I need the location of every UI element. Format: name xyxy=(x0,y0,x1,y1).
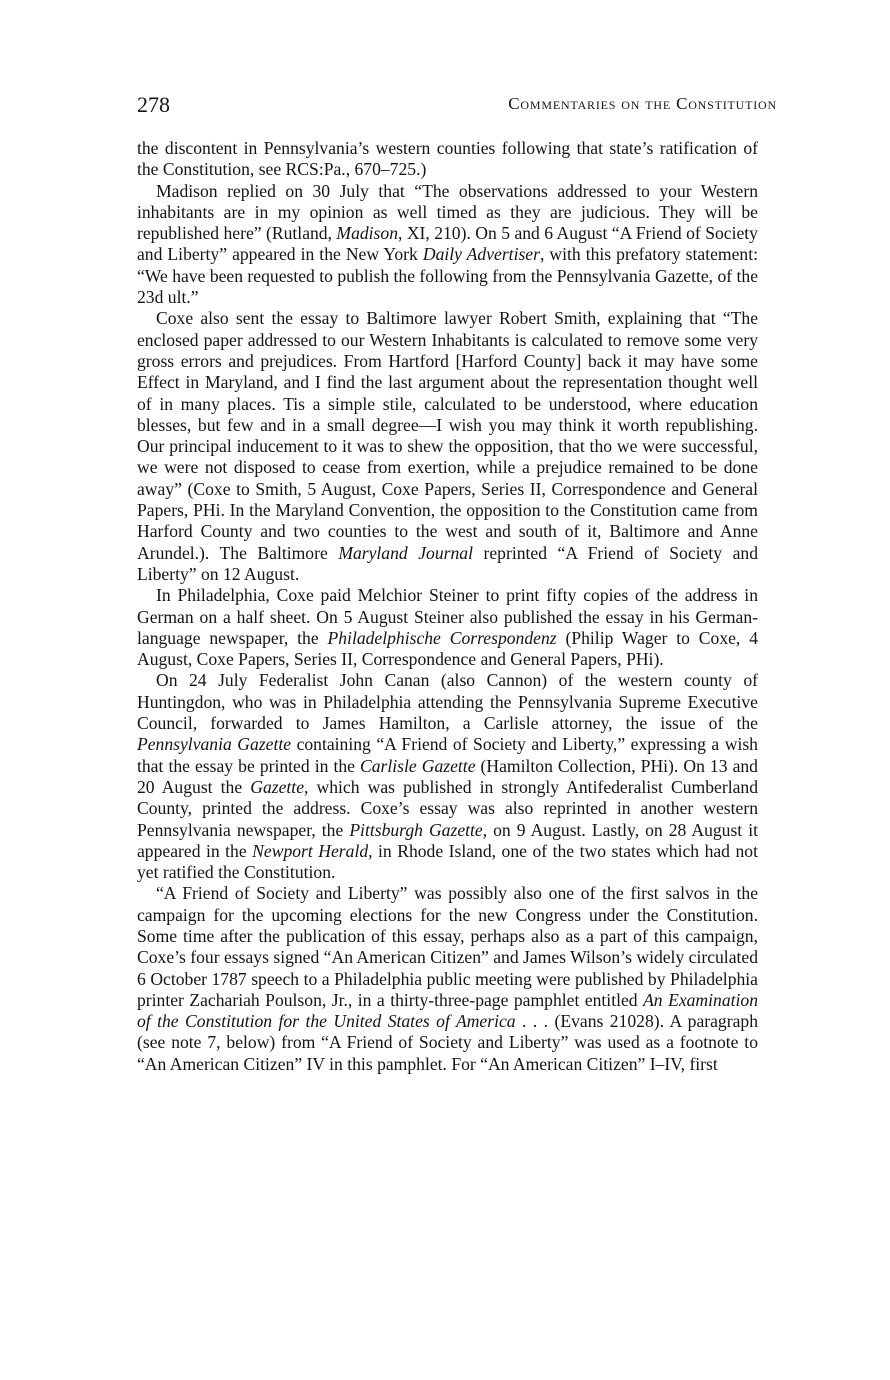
text-run: In Philadelphia, Coxe paid Melchior Steiner to print fifty copies of the address in German on a half sheet. On 5 August Steiner also published the essay in his German-language newspaper, the xyxy=(137,585,758,648)
text-run: , in Rhode Island, one of the two states which had not yet ratified the Constitution. xyxy=(137,840,758,883)
italic-title: Newport Herald xyxy=(252,840,369,861)
text-run: , XI, 210). On 5 and 6 August “A Friend of Society and Liberty” appeared in the New York xyxy=(137,223,758,265)
paragraph xyxy=(137,308,758,585)
text-run: Coxe also sent the essay to Baltimore lawyer Robert Smith, explaining that “The enclosed paper addressed to our Western Inhabitants is calculated to remove some very gross errors and prejudices. From Hartford [Harford County] back it may have some Effect in Maryland, and I find the last argument about the representation thought well of in many places. Tis a simple stile, calculated to be understood, where education blesses, but few and in a small degree—I wish you may think it worth republishing. Our principal inducement to it was to shew the opposition, that tho we were successful, we were not disposed to cease from exertion, while a prejudice remained to be done away” (Coxe to Smith, 5 August, Coxe Papers, Series II, Correspondence and General Papers, PHi. In the Maryland Convention, the opposition to the Constitution came from Harford County and two counties to the west and south of it, Baltimore and Anne Arundel.). The Baltimore xyxy=(137,308,758,563)
paragraph xyxy=(137,670,758,883)
text-run: reprinted “A Friend of Society and Liberty” on 12 August. xyxy=(137,542,758,584)
paragraph xyxy=(137,585,758,670)
text-run: (Philip Wager to Coxe, 4 August, Coxe Papers, Series II, Correspondence and General Papers, PHi). xyxy=(137,627,758,670)
italic-title: Pennsylvania Gazette xyxy=(137,734,292,755)
text-run: , on 9 August. Lastly, on 28 August it appeared in the xyxy=(137,819,758,861)
text-run: On 24 July Federalist John Canan (also Cannon) of the western county of Huntingdon, who was in Philadelphia attending the Pennsylvania Supreme Executive Council, forwarded to James Hamilton, a Carlisle attorney, the issue of the xyxy=(137,670,758,734)
italic-title: An Examination of the Constitution for the United States of America xyxy=(137,989,758,1032)
text-run: (Hamilton Collection, PHi). On 13 and 20 August the xyxy=(137,755,758,797)
italic-title: Gazette xyxy=(250,776,305,797)
text-run: containing “A Friend of Society and Liberty,” expressing a wish that the essay be printed in the xyxy=(137,734,758,776)
italic-title: Daily Advertiser xyxy=(422,244,540,265)
body-text xyxy=(137,138,758,1075)
italic-title: Carlisle Gazette xyxy=(360,755,476,776)
text-run: Madison replied on 30 July that “The observations addressed to your Western inhabitants are in my opinion as well timed as they are judicious. They will be republished here” (Rutland, xyxy=(137,180,758,244)
page-header xyxy=(137,92,777,122)
running-head: Commentaries on the Constitution xyxy=(508,94,777,113)
text-run: , with this prefatory statement: “We have been requested to publish the following from the Pennsylvania Gazette, of the 23d ult.” xyxy=(137,244,759,308)
text-run: , which was published in strongly Antifederalist Cumberland County, printed the address. Coxe’s essay was also reprinted in another western Pennsylvania newspaper, the xyxy=(137,776,758,840)
text-run: the discontent in Pennsylvania’s western counties following that state’s ratification of the Constitution, see RCS:Pa., 670–725.) xyxy=(137,138,758,180)
italic-title: Pittsburgh Gazette xyxy=(349,819,483,840)
paragraph xyxy=(137,138,758,181)
page-number: 278 xyxy=(137,92,170,117)
text-run: . . . (Evans 21028). A paragraph (see note 7, below) from “A Friend of Society and Liberty” was used as a footnote to “An American Citizen” IV in this pamphlet. For “An American Citizen” I–IV, first xyxy=(137,1011,758,1074)
italic-title: Madison xyxy=(336,223,398,244)
italic-title: Maryland Journal xyxy=(338,542,473,563)
paragraph xyxy=(137,883,758,1075)
text-run: “A Friend of Society and Liberty” was possibly also one of the first salvos in the campaign for the upcoming elections for the new Congress under the Constitution. Some time after the publication of this essay, perhaps also as a part of this campaign, Coxe’s four essays signed “An American Citizen” and James Wilson’s widely circulated 6 October 1787 speech to a Philadelphia public meeting were published by Philadelphia printer Zachariah Poulson, Jr., in a thirty-three-page pamphlet entitled xyxy=(137,883,758,1010)
paragraph xyxy=(137,181,758,309)
italic-title: Philadelphische Correspondenz xyxy=(327,627,557,648)
